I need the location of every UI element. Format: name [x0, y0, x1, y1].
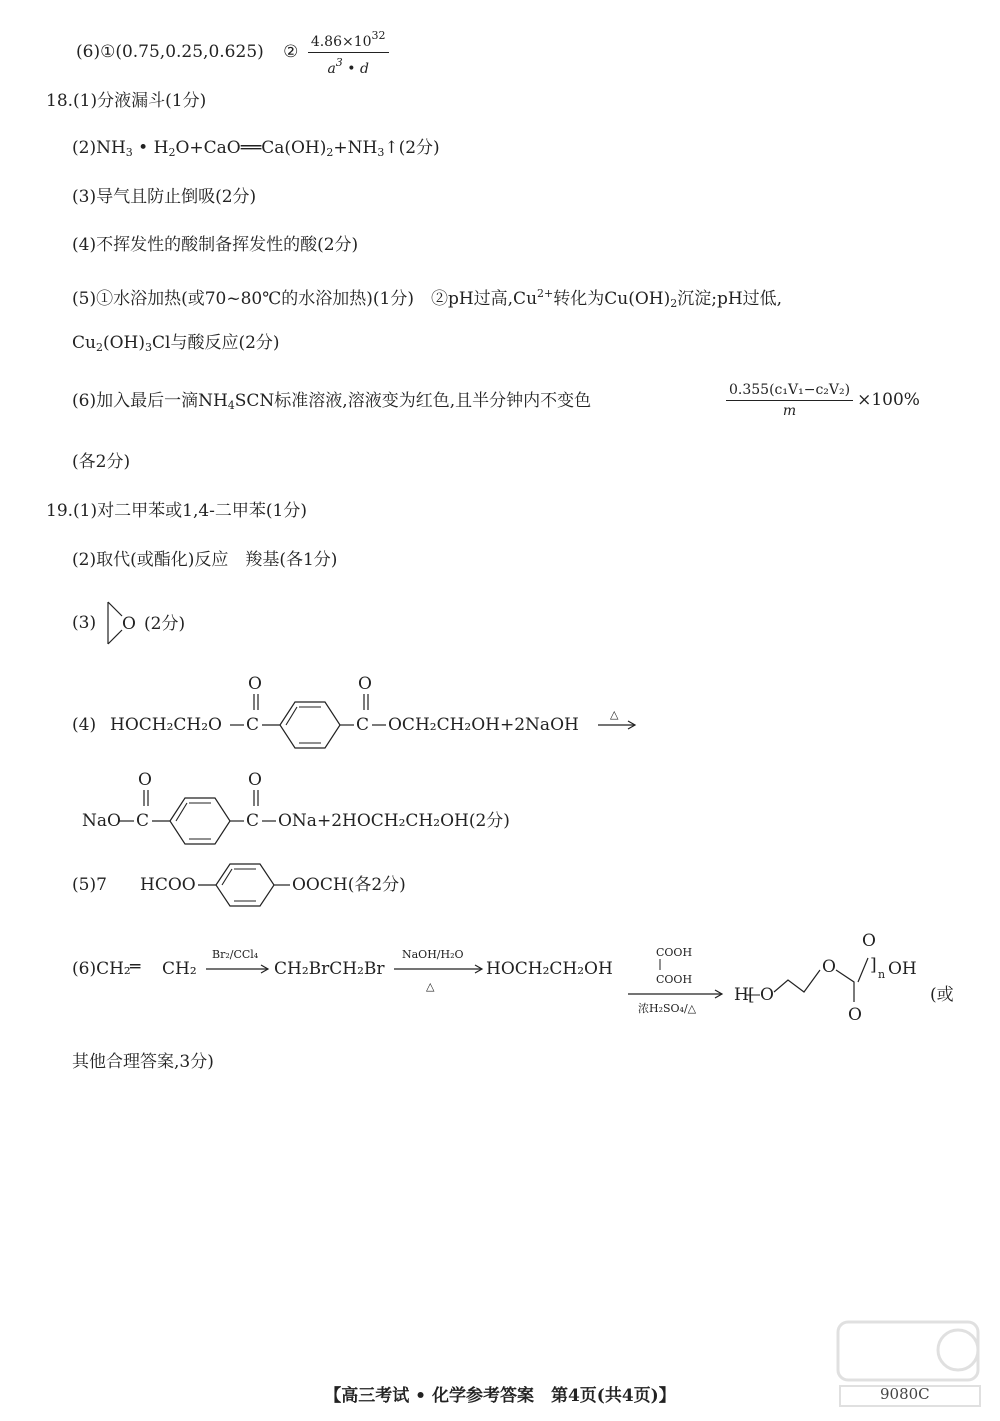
q18-p2-sub: 2: [326, 146, 334, 159]
fraction-denominator-rest: • d: [342, 61, 369, 77]
q18-p2-c: O+CaO: [175, 138, 241, 158]
q19-p3-label: (3): [72, 613, 97, 633]
q19-p4-right: OCH₂CH₂OH+2NaOH: [388, 715, 579, 735]
carbonyl-carbon: C: [356, 715, 370, 735]
heat-symbol: △: [610, 708, 619, 721]
q19-line1: [46, 500, 307, 522]
q19-p5-left: HCOO: [140, 875, 196, 895]
q18-p5b-sub: 3: [145, 341, 152, 354]
q18-p5-sub: 2: [670, 297, 678, 310]
q18-p6-a: (6)加入最后一滴NH: [72, 391, 228, 411]
oxalate-bond: [836, 970, 854, 1002]
q18-fraction-tail: ×100%: [857, 390, 920, 410]
q18-part5-line2: [72, 332, 280, 359]
q19-p4b-left: NaO: [82, 811, 121, 831]
reagent-2: NaOH/H₂O: [402, 948, 464, 961]
q18-p6-b: SCN标准溶液,溶液变为红色,且半分钟内不变色: [234, 391, 592, 411]
ethylene-chain: [774, 970, 820, 992]
q18-number: 18.: [46, 91, 74, 111]
double-bond-symbol: ═: [130, 957, 141, 977]
polymer-oxygen: O: [760, 985, 774, 1005]
polymer-h: H: [734, 985, 749, 1005]
fraction-denominator-exp: 3: [335, 56, 343, 69]
q18-p2-equals: ══: [240, 138, 262, 158]
q18-p5-b: 转化为Cu(OH): [553, 289, 671, 309]
carbonyl-carbon: C: [246, 715, 260, 735]
q18-p5b-b: (OH): [102, 333, 145, 353]
q19-part6-score: 其他合理答案,3分): [72, 1052, 214, 1072]
polymer-bracket-right: ]: [870, 955, 877, 975]
polymer-oxygen: O: [822, 957, 836, 977]
q18-p2-b: • H: [132, 138, 169, 158]
fraction-numerator-exp: 32: [371, 29, 386, 42]
q17-part6-text: (6)①(0.75,0.25,0.625): [76, 42, 264, 62]
intermediate-1: CH₂BrCH₂Br: [274, 959, 385, 979]
carbonyl-carbon: C: [136, 811, 150, 831]
q18-part6-score: (各2分): [72, 452, 131, 472]
q18-p5b-c: Cl与酸反应(2分): [152, 333, 280, 353]
q19-p3-score: (2分): [144, 614, 186, 634]
carbonyl-oxygen: O: [138, 770, 152, 790]
q19-number: 19.: [46, 501, 74, 521]
epoxide-bond: [108, 630, 122, 644]
polymer-n: n: [878, 968, 886, 981]
q18-p5-c: 沉淀;pH过低,: [677, 289, 783, 309]
q19-p6-tail: (或: [930, 985, 954, 1005]
carbonyl-oxygen: O: [358, 674, 372, 694]
reagent-3-cooh: COOH: [656, 973, 693, 986]
epoxide-bond: [108, 602, 122, 616]
ring-double-bond: [176, 803, 187, 821]
q19-part4-line2: [80, 768, 580, 850]
q18-p5b-sub: 2: [95, 341, 103, 354]
q18-p2-sub: 3: [125, 146, 133, 159]
q19-p4-left: HOCH₂CH₂O: [110, 715, 222, 735]
reagent-3-cooh: COOH: [656, 946, 693, 959]
oxalate-bond: [858, 958, 868, 982]
page-footer: 【高三考试 • 化学参考答案 第4页(共4页)】: [324, 1386, 676, 1406]
q18-part1: (1)分液漏斗(1分): [73, 91, 207, 111]
q19-p6-label: (6)CH₂: [72, 959, 131, 979]
q19-p5-right: OOCH(各2分): [292, 875, 406, 895]
q19-p4b-right: ONa+2HOCH₂CH₂OH(2分): [278, 811, 510, 831]
carbonyl-oxygen: O: [248, 770, 262, 790]
epoxide-oxygen: O: [122, 614, 136, 634]
q17-part6-circ2: ②: [283, 42, 299, 62]
q19-p6-ch2: CH₂: [162, 959, 197, 979]
polymer-oxygen: O: [862, 931, 876, 951]
benzene-ring: [170, 798, 230, 844]
q17-part6-fraction: [308, 28, 389, 77]
q19-part2: (2)取代(或酯化)反应 羧基(各1分): [72, 550, 338, 570]
q19-part3: [70, 598, 310, 648]
q18-line1: [46, 90, 206, 112]
q18-p2-f: ↑(2分): [384, 138, 440, 158]
ring-double-bond: [286, 707, 297, 725]
carbonyl-oxygen: O: [248, 674, 262, 694]
q18-p2-sub: 3: [377, 146, 385, 159]
q18-p2-sub: 2: [168, 146, 176, 159]
q19-part5: [70, 856, 490, 916]
q18-p2-d: Ca(OH): [261, 138, 327, 158]
polymer-oh: OH: [888, 959, 917, 979]
q18-p5-sup: 2+: [537, 287, 554, 300]
q18-p5b-a: Cu: [72, 333, 96, 353]
q19-p5-label: (5)7: [72, 875, 107, 895]
ring-double-bond: [222, 869, 232, 885]
carbonyl-carbon: C: [246, 811, 260, 831]
q19-part6: [70, 930, 970, 1030]
q18-part2: [72, 137, 440, 164]
q19-part1: (1)对二甲苯或1,4-二甲苯(1分): [73, 501, 307, 521]
q18-part5-line1: [72, 283, 782, 315]
q18-part6: [72, 390, 591, 417]
reagent-3-acid: 浓H₂SO₄/△: [638, 1002, 697, 1015]
fraction-denominator: a: [327, 61, 336, 77]
q18-part4: (4)不挥发性的酸制备挥发性的酸(2分): [72, 235, 359, 255]
polymer-bracket-left: [: [748, 985, 755, 1005]
q18-fraction-denominator: m: [782, 403, 797, 419]
q18-p6-sub: 4: [227, 399, 235, 412]
document-code: 9080C: [880, 1385, 930, 1403]
q19-part4-line1: [70, 672, 670, 752]
q18-p2-a: (2)NH: [72, 138, 126, 158]
benzene-ring: [280, 702, 340, 748]
fraction-numerator: 4.86×10: [310, 34, 372, 50]
q18-part3: (3)导气且防止倒吸(2分): [72, 187, 257, 207]
polymer-oxygen: O: [848, 1005, 862, 1025]
q17-part6: [76, 28, 393, 77]
intermediate-2: HOCH₂CH₂OH: [486, 959, 613, 979]
q18-part6-fraction: [722, 382, 920, 419]
benzene-ring: [216, 864, 274, 906]
q18-fraction-numerator: 0.355(c₁V₁−c₂V₂): [726, 382, 853, 401]
reagent-2-heat: △: [426, 980, 435, 993]
q18-p2-e: +NH: [333, 138, 378, 158]
q19-p4-label: (4): [72, 715, 97, 735]
q18-p5-a: (5)①水浴加热(或70~80℃的水浴加热)(1分) ②pH过高,Cu: [72, 289, 538, 309]
reagent-1: Br₂/CCl₄: [212, 948, 259, 961]
